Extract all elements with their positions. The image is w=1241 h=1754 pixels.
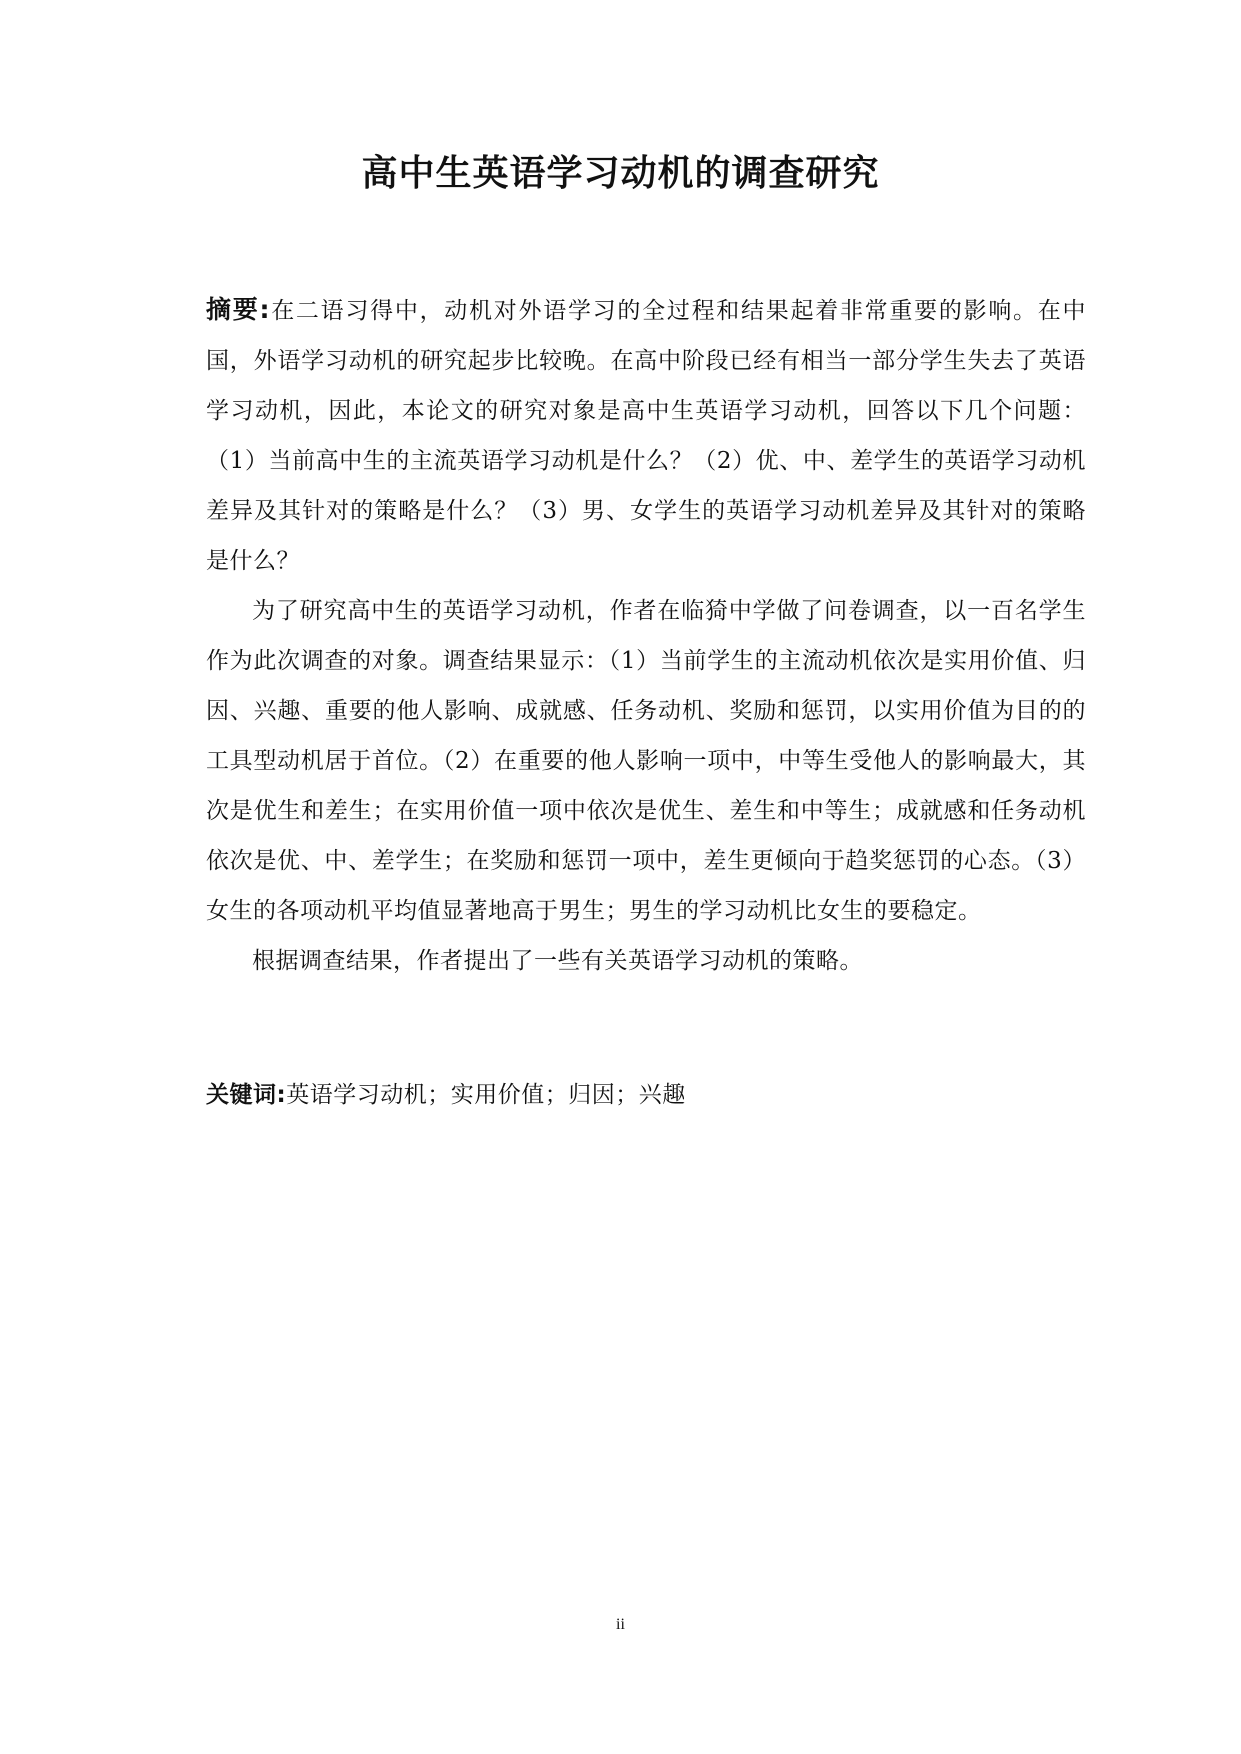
keywords-text: 英语学习动机；实用价值；归因；兴趣 [286, 1082, 686, 1108]
abstract-paragraph-1-text: 在二语习得中，动机对外语学习的全过程和结果起着非常重要的影响。在中国，外语学习动机的研究起步比较晚。在高中阶段已经有相当一部分学生失去了英语学习动机，因此，本论文的研究对象是高中生英语学习动机，回答以下几个问题：（1）当前高中生的主流英语学习动机是什么？（2）优、中、差学生的英语学习动机差异及其针对的策略是什么？（3）男、女学生的英语学习动机差异及其针对的策略是什么？ [206, 298, 1087, 574]
document-title: 高中生英语学习动机的调查研究 [361, 153, 880, 194]
abstract-paragraph-2: 为了研究高中生的英语学习动机，作者在临猗中学做了问卷调查，以一百名学生作为此次调查的对象。调查结果显示：（1）当前学生的主流动机依次是实用价值、归因、兴趣、重要的他人影响、成就感、任务动机、奖励和惩罚，以实用价值为目的的工具型动机居于首位。（2）在重要的他人影响一项中，中等生受他人的影响最大，其次是优生和差生；在实用价值一项中依次是优生、差生和中等生；成就感和任务动机依次是优、中、差学生；在奖励和惩罚一项中，差生更倾向于趋奖惩罚的心态。（3）女生的各项动机平均值显著地高于男生；男生的学习动机比女生的要稳定。 [206, 598, 1086, 924]
abstract-section [206, 285, 1086, 986]
page-number: ii [616, 1616, 625, 1633]
abstract-label: 摘要: [206, 295, 270, 324]
keywords-label: 关键词: [206, 1082, 287, 1108]
abstract-paragraph-3: 根据调查结果，作者提出了一些有关英语学习动机的策略。 [252, 948, 863, 974]
keywords-line [206, 1075, 1086, 1115]
abstract-paragraph-1 [206, 285, 1086, 586]
